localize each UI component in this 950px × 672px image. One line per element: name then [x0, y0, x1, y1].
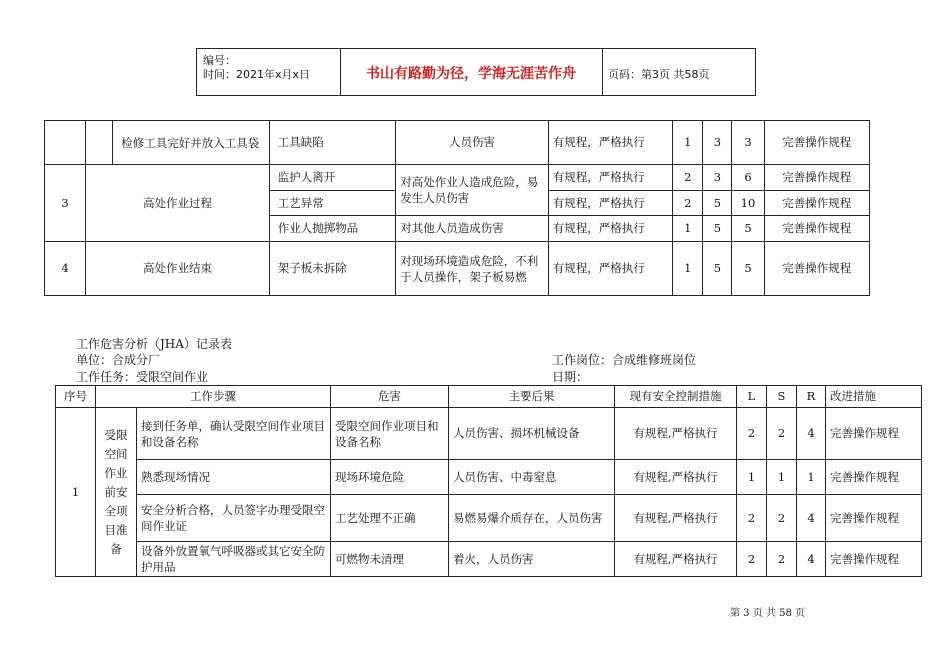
row-l: 2: [737, 542, 767, 577]
header-improve: 改进措施: [826, 386, 922, 408]
slogan: 书山有路勤为径，学海无涯苦作舟: [366, 66, 576, 82]
row-hazard: 架子板未拆除: [269, 242, 395, 296]
jha-unit: 单位：合成分厂: [76, 353, 161, 367]
row-hazard: 监护人离开: [269, 165, 395, 191]
row-measure: 有规程,严格执行: [615, 542, 737, 577]
header-r: R: [797, 386, 826, 408]
row-step: 高处作业结束: [86, 242, 270, 296]
row-substep: 检修工具完好并放入工具袋: [113, 121, 270, 165]
row-l: 1: [737, 460, 767, 495]
row-improve: 完善操作规程: [764, 121, 869, 165]
header-l: L: [737, 386, 767, 408]
row-consequence: 着火，人员伤害: [449, 542, 615, 577]
row-improve: 完善操作规程: [764, 165, 869, 191]
header-s: S: [767, 386, 797, 408]
row-improve: 完善操作规程: [826, 495, 922, 542]
row-l: 2: [737, 408, 767, 460]
row-l: 1: [673, 121, 703, 165]
row-consequence: 人员伤害、中毒窒息: [449, 460, 615, 495]
row-improve: 完善操作规程: [764, 191, 869, 216]
row-measure: 有规程,严格执行: [615, 408, 737, 460]
row-substep: 设备外放置氧气呼吸器或其它安全防护用品: [137, 542, 331, 577]
jha-title: 工作危害分析（JHA）记录表: [76, 337, 232, 351]
header-slogan-cell: [340, 49, 603, 95]
page-header: [196, 48, 756, 96]
row-s: 2: [767, 542, 797, 577]
row-s: 2: [767, 408, 797, 460]
row-hazard: 工艺处理不正确: [331, 495, 449, 542]
page-footer: 第 3 页 共 58 页: [730, 608, 805, 619]
row-r: 1: [797, 460, 826, 495]
jha-date: 日期：: [552, 370, 589, 384]
row-substep: 安全分析合格，人员签字办理受限空间作业证: [137, 495, 331, 542]
table-header-row: [56, 386, 922, 408]
row-r: 4: [797, 542, 826, 577]
page-label: 页码：第3页 共58页: [608, 68, 710, 81]
row-measure: 有规程,严格执行: [615, 495, 737, 542]
header-meta-cell: [197, 49, 341, 95]
row-s: 2: [767, 495, 797, 542]
row-s: 5: [703, 191, 732, 216]
row-consequence: 对其他人员造成伤害: [396, 216, 549, 242]
row-measure: 有规程，严格执行: [548, 216, 672, 242]
row-step: 高处作业过程: [86, 165, 270, 242]
header-no: 序号: [56, 386, 96, 408]
row-improve: 完善操作规程: [826, 542, 922, 577]
row-consequence: 对现场环境造成危险，不利于人员操作，架子板易燃: [396, 242, 549, 296]
row-no: 4: [45, 242, 86, 296]
row-substep: 接到任务单，确认受限空间作业项目和设备名称: [137, 408, 331, 460]
row-l: 1: [673, 216, 703, 242]
hazard-table-continued: [44, 120, 870, 296]
group-no: 1: [56, 408, 96, 577]
row-consequence: 人员伤害、损坏机械设备: [449, 408, 615, 460]
row-measure: 有规程，严格执行: [548, 242, 672, 296]
group-step: 受限空间作业前安全项目准备: [96, 408, 137, 577]
code-label: 编号：: [203, 54, 236, 67]
row-s: 3: [703, 165, 732, 191]
row-r: 6: [732, 165, 764, 191]
row-improve: 完善操作规程: [826, 408, 922, 460]
jha-post: 工作岗位：合成维修班岗位: [552, 353, 697, 367]
header-consequence: 主要后果: [449, 386, 615, 408]
row-improve: 完善操作规程: [826, 460, 922, 495]
jha-table: [55, 385, 922, 577]
table-row: [45, 242, 870, 296]
row-substep: 熟悉现场情况: [137, 460, 331, 495]
header-page-cell: [602, 49, 755, 95]
row-consequence: 人员伤害: [396, 121, 549, 165]
row-hazard: 工具缺陷: [269, 121, 395, 165]
table-row: [56, 495, 922, 542]
row-l: 2: [673, 165, 703, 191]
row-s: 1: [767, 460, 797, 495]
row-hazard: 受限空间作业项目和设备名称: [331, 408, 449, 460]
row-improve: 完善操作规程: [764, 216, 869, 242]
header-step: 工作步骤: [96, 386, 331, 408]
row-consequence: 对高处作业人造成危险，易发生人员伤害: [396, 165, 549, 216]
jha-task: 工作任务：受限空间作业: [76, 370, 209, 384]
row-s: 3: [703, 121, 732, 165]
row-hazard: 可燃物未清理: [331, 542, 449, 577]
row-r: 10: [732, 191, 764, 216]
row-r: 5: [732, 216, 764, 242]
row-step: [86, 121, 113, 165]
row-r: 3: [732, 121, 764, 165]
row-s: 5: [703, 216, 732, 242]
row-no: [45, 121, 86, 165]
row-s: 5: [703, 242, 732, 296]
row-l: 1: [673, 242, 703, 296]
row-improve: 完善操作规程: [764, 242, 869, 296]
row-r: 4: [797, 408, 826, 460]
row-no: 3: [45, 165, 86, 242]
row-measure: 有规程，严格执行: [548, 121, 672, 165]
row-hazard: 工艺异常: [269, 191, 395, 216]
row-measure: 有规程，严格执行: [548, 191, 672, 216]
row-l: 2: [737, 495, 767, 542]
row-measure: 有规程，严格执行: [548, 165, 672, 191]
row-hazard: 现场环境危险: [331, 460, 449, 495]
table-row: [56, 460, 922, 495]
row-consequence: 易燃易爆介质存在，人员伤害: [449, 495, 615, 542]
row-r: 4: [797, 495, 826, 542]
row-hazard: 作业人抛掷物品: [269, 216, 395, 242]
table-row: [56, 408, 922, 460]
header-hazard: 危害: [331, 386, 449, 408]
time-label: 时间：2021年x月x日: [203, 68, 311, 81]
table-row: [45, 121, 870, 165]
row-measure: 有规程,严格执行: [615, 460, 737, 495]
row-l: 2: [673, 191, 703, 216]
table-row: [56, 542, 922, 577]
table-row: [45, 165, 870, 191]
row-r: 5: [732, 242, 764, 296]
header-measure: 现有安全控制措施: [615, 386, 737, 408]
